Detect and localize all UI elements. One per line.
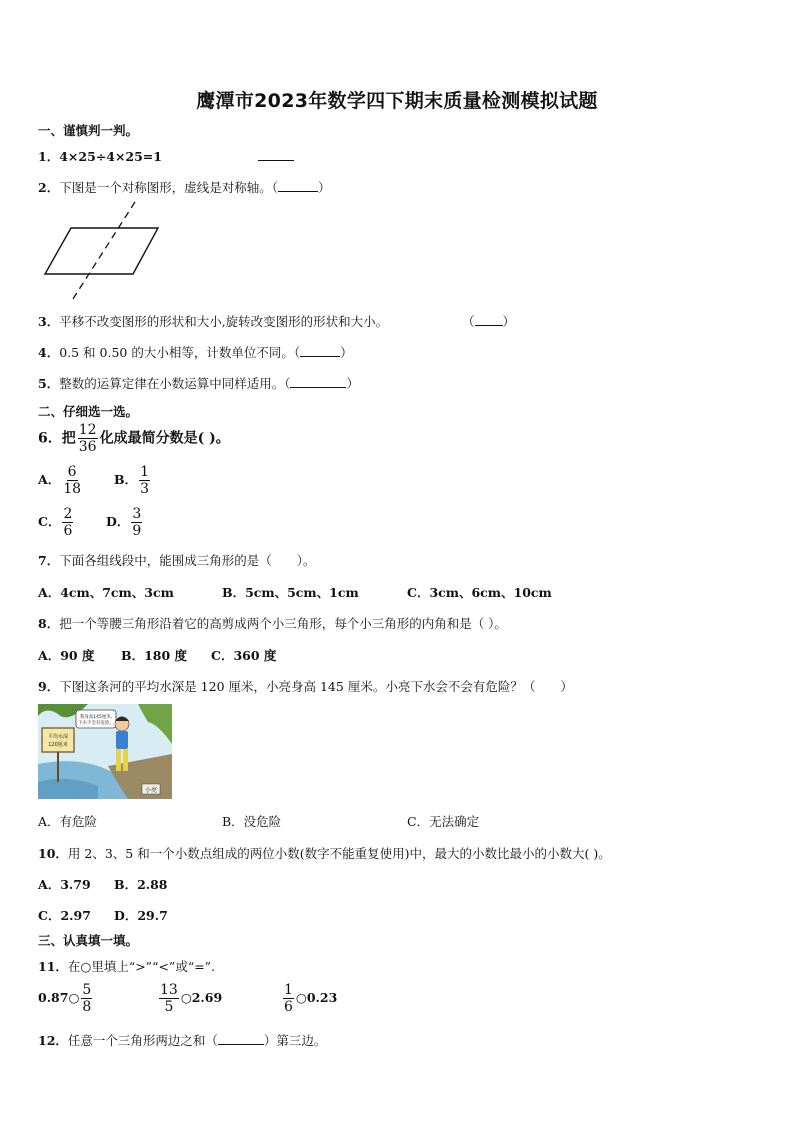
close-paren: ） [340,345,353,360]
question-text: 0.5 和 0.50 的大小相等，计数单位不同。（ [59,345,301,360]
option-b[interactable] [121,646,187,664]
denominator: 6 [284,999,293,1015]
question-text: 平移不改变图形的形状和大小,旋转改变图形的形状和大小。 [59,314,389,329]
answer-blank[interactable] [300,356,340,357]
page-title: 鹰潭市2023年数学四下期末质量检测模拟试题 [196,90,598,112]
option-text: C．无法确定 [407,814,480,829]
question-number: 11． [38,959,68,974]
symmetry-axis-dashed [71,202,135,302]
option-b[interactable] [222,583,359,601]
option-text: D．29.7 [114,908,168,923]
fraction [81,982,92,1015]
option-label: D． [106,514,130,529]
question-text: 4×25÷4×25=1 [59,149,162,164]
question-text: 下图这条河的平均水深是 120 厘米，小亮身高 145 厘米。小亮下水会不会有危险？（ ） [59,679,573,694]
option-c[interactable] [211,646,276,664]
expression-left: 0.87○ [38,990,80,1005]
question-9 [38,677,573,695]
answer-blank[interactable] [290,387,346,388]
depth-sign-text-1: 平均水深 [47,734,69,740]
option-text: B．180 度 [121,648,188,663]
section-heading-3: 三、认真填一填。 [38,933,139,948]
option-a[interactable] [38,583,174,601]
question-3-answer [462,312,515,330]
comparison-1[interactable] [38,982,94,1015]
question-text: 把一个等腰三角形沿着它的高剪成两个小三角形，每个小三角形的内角和是（ ）。 [59,616,507,631]
fraction [283,982,294,1015]
numerator: 2 [63,506,73,522]
denominator: 3 [140,481,149,497]
depth-sign [42,728,74,752]
question-number: 4． [38,345,60,360]
fraction [139,464,150,497]
question-text: 任意一个三角形两边之和（ [67,1033,218,1048]
section-heading-2: 二、仔细选一选。 [38,404,139,419]
option-text: A．90 度 [38,648,95,663]
question-12 [38,1031,326,1049]
boy-leg-left [116,749,121,771]
option-text: B．5cm、5cm、1cm [222,585,359,600]
option-c[interactable] [38,906,91,924]
boy-shirt [116,731,128,749]
question-text: 整数的运算定律在小数运算中同样适用。（ [59,376,291,391]
question-number: 12． [38,1033,68,1048]
question-number: 8． [38,616,60,631]
fraction [62,506,73,539]
expression-right: ○0.23 [295,990,338,1005]
option-a[interactable] [38,464,84,497]
expression-right: ○2.69 [180,990,223,1005]
question-text: 用 2、3、5 和一个小数点组成的两位小数(数字不能重复使用)中，最大的小数比最小的小数大( )。 [67,846,611,861]
answer-blank[interactable] [258,160,294,161]
question-text: 下面各组线段中，能围成三角形的是（ ）。 [59,553,316,568]
option-c[interactable] [38,506,75,539]
fraction [78,422,98,455]
answer-blank[interactable] [475,325,503,326]
question-11 [38,957,215,975]
fraction [159,982,179,1015]
question-number: 1． [38,149,60,164]
name-plate-text: 小亮 [144,787,158,794]
question-number: 6． [38,430,62,447]
comparison-2[interactable] [157,982,222,1015]
numerator: 1 [284,982,293,998]
option-c[interactable] [407,812,479,830]
option-text: C．3cm、6cm、10cm [407,585,552,600]
question-number: 9． [38,679,60,694]
question-text-end: ）第三边。 [263,1033,327,1048]
boy-leg-right [123,749,128,771]
close-paren: ） [346,376,359,391]
option-d[interactable] [106,506,144,539]
question-7 [38,551,315,569]
question-1 [38,147,162,165]
question-6 [38,422,230,455]
answer-blank[interactable] [218,1044,264,1045]
question-number: 2． [38,180,60,195]
numerator: 3 [132,506,142,522]
fraction [131,506,142,539]
question-text: 下图是一个对称图形，虚线是对称轴。（ [59,180,278,195]
option-label: B． [114,472,138,487]
question-number: 3． [38,314,60,329]
denominator: 5 [164,999,174,1015]
numerator: 12 [78,422,97,438]
comparison-3[interactable] [281,982,337,1015]
option-b[interactable] [114,875,168,893]
option-text: A．4cm、7cm、3cm [38,585,174,600]
option-d[interactable] [114,906,168,924]
fraction [62,464,82,497]
option-text: A．3.79 [38,877,91,892]
denominator: 36 [78,439,97,455]
river-illustration [38,704,172,799]
question-10 [38,844,611,862]
numerator: 1 [140,464,149,480]
option-b[interactable] [114,464,152,497]
depth-sign-text-2: 120厘米 [48,742,68,748]
question-text: 在○里填上“>”“<”或“=”. [67,959,216,974]
question-text-pre: 把 [61,430,76,447]
speech-bubble-text-2: 下水不会有危险。 [78,721,114,726]
question-number: 10． [38,846,68,861]
denominator: 6 [63,523,73,539]
option-a[interactable] [38,812,97,830]
question-number: 7． [38,553,60,568]
option-c[interactable] [407,583,552,601]
question-number: 5． [38,376,60,391]
close-paren: ） [502,314,516,329]
option-text: B．2.88 [114,877,168,892]
option-b[interactable] [222,812,281,830]
close-paren: ） [317,180,331,195]
section-heading-1: 一、谨慎判一判。 [38,123,139,138]
question-3 [38,312,388,330]
option-a[interactable] [38,646,94,664]
speech-bubble-text-1: 我身高145厘米, [79,715,113,720]
numerator: 13 [160,982,178,998]
numerator: 5 [82,982,92,998]
option-label: C． [38,514,61,529]
option-text: C．360 度 [211,648,277,663]
denominator: 8 [82,999,92,1015]
option-text: C．2.97 [38,908,91,923]
answer-blank[interactable] [278,191,318,192]
question-2 [38,178,330,196]
open-paren: （ [462,314,475,329]
question-4 [38,343,353,361]
question-5 [38,374,359,392]
question-8 [38,614,507,632]
option-label: A． [38,472,61,487]
parallelogram-shape [45,228,158,274]
option-text: B．没危险 [222,814,282,829]
question-text-post: 化成最简分数是( )。 [99,430,230,447]
numerator: 6 [67,464,77,480]
denominator: 9 [132,523,142,539]
option-a[interactable] [38,875,91,893]
option-text: A．有危险 [38,814,98,829]
parallelogram-figure [38,198,168,306]
denominator: 18 [63,481,82,497]
